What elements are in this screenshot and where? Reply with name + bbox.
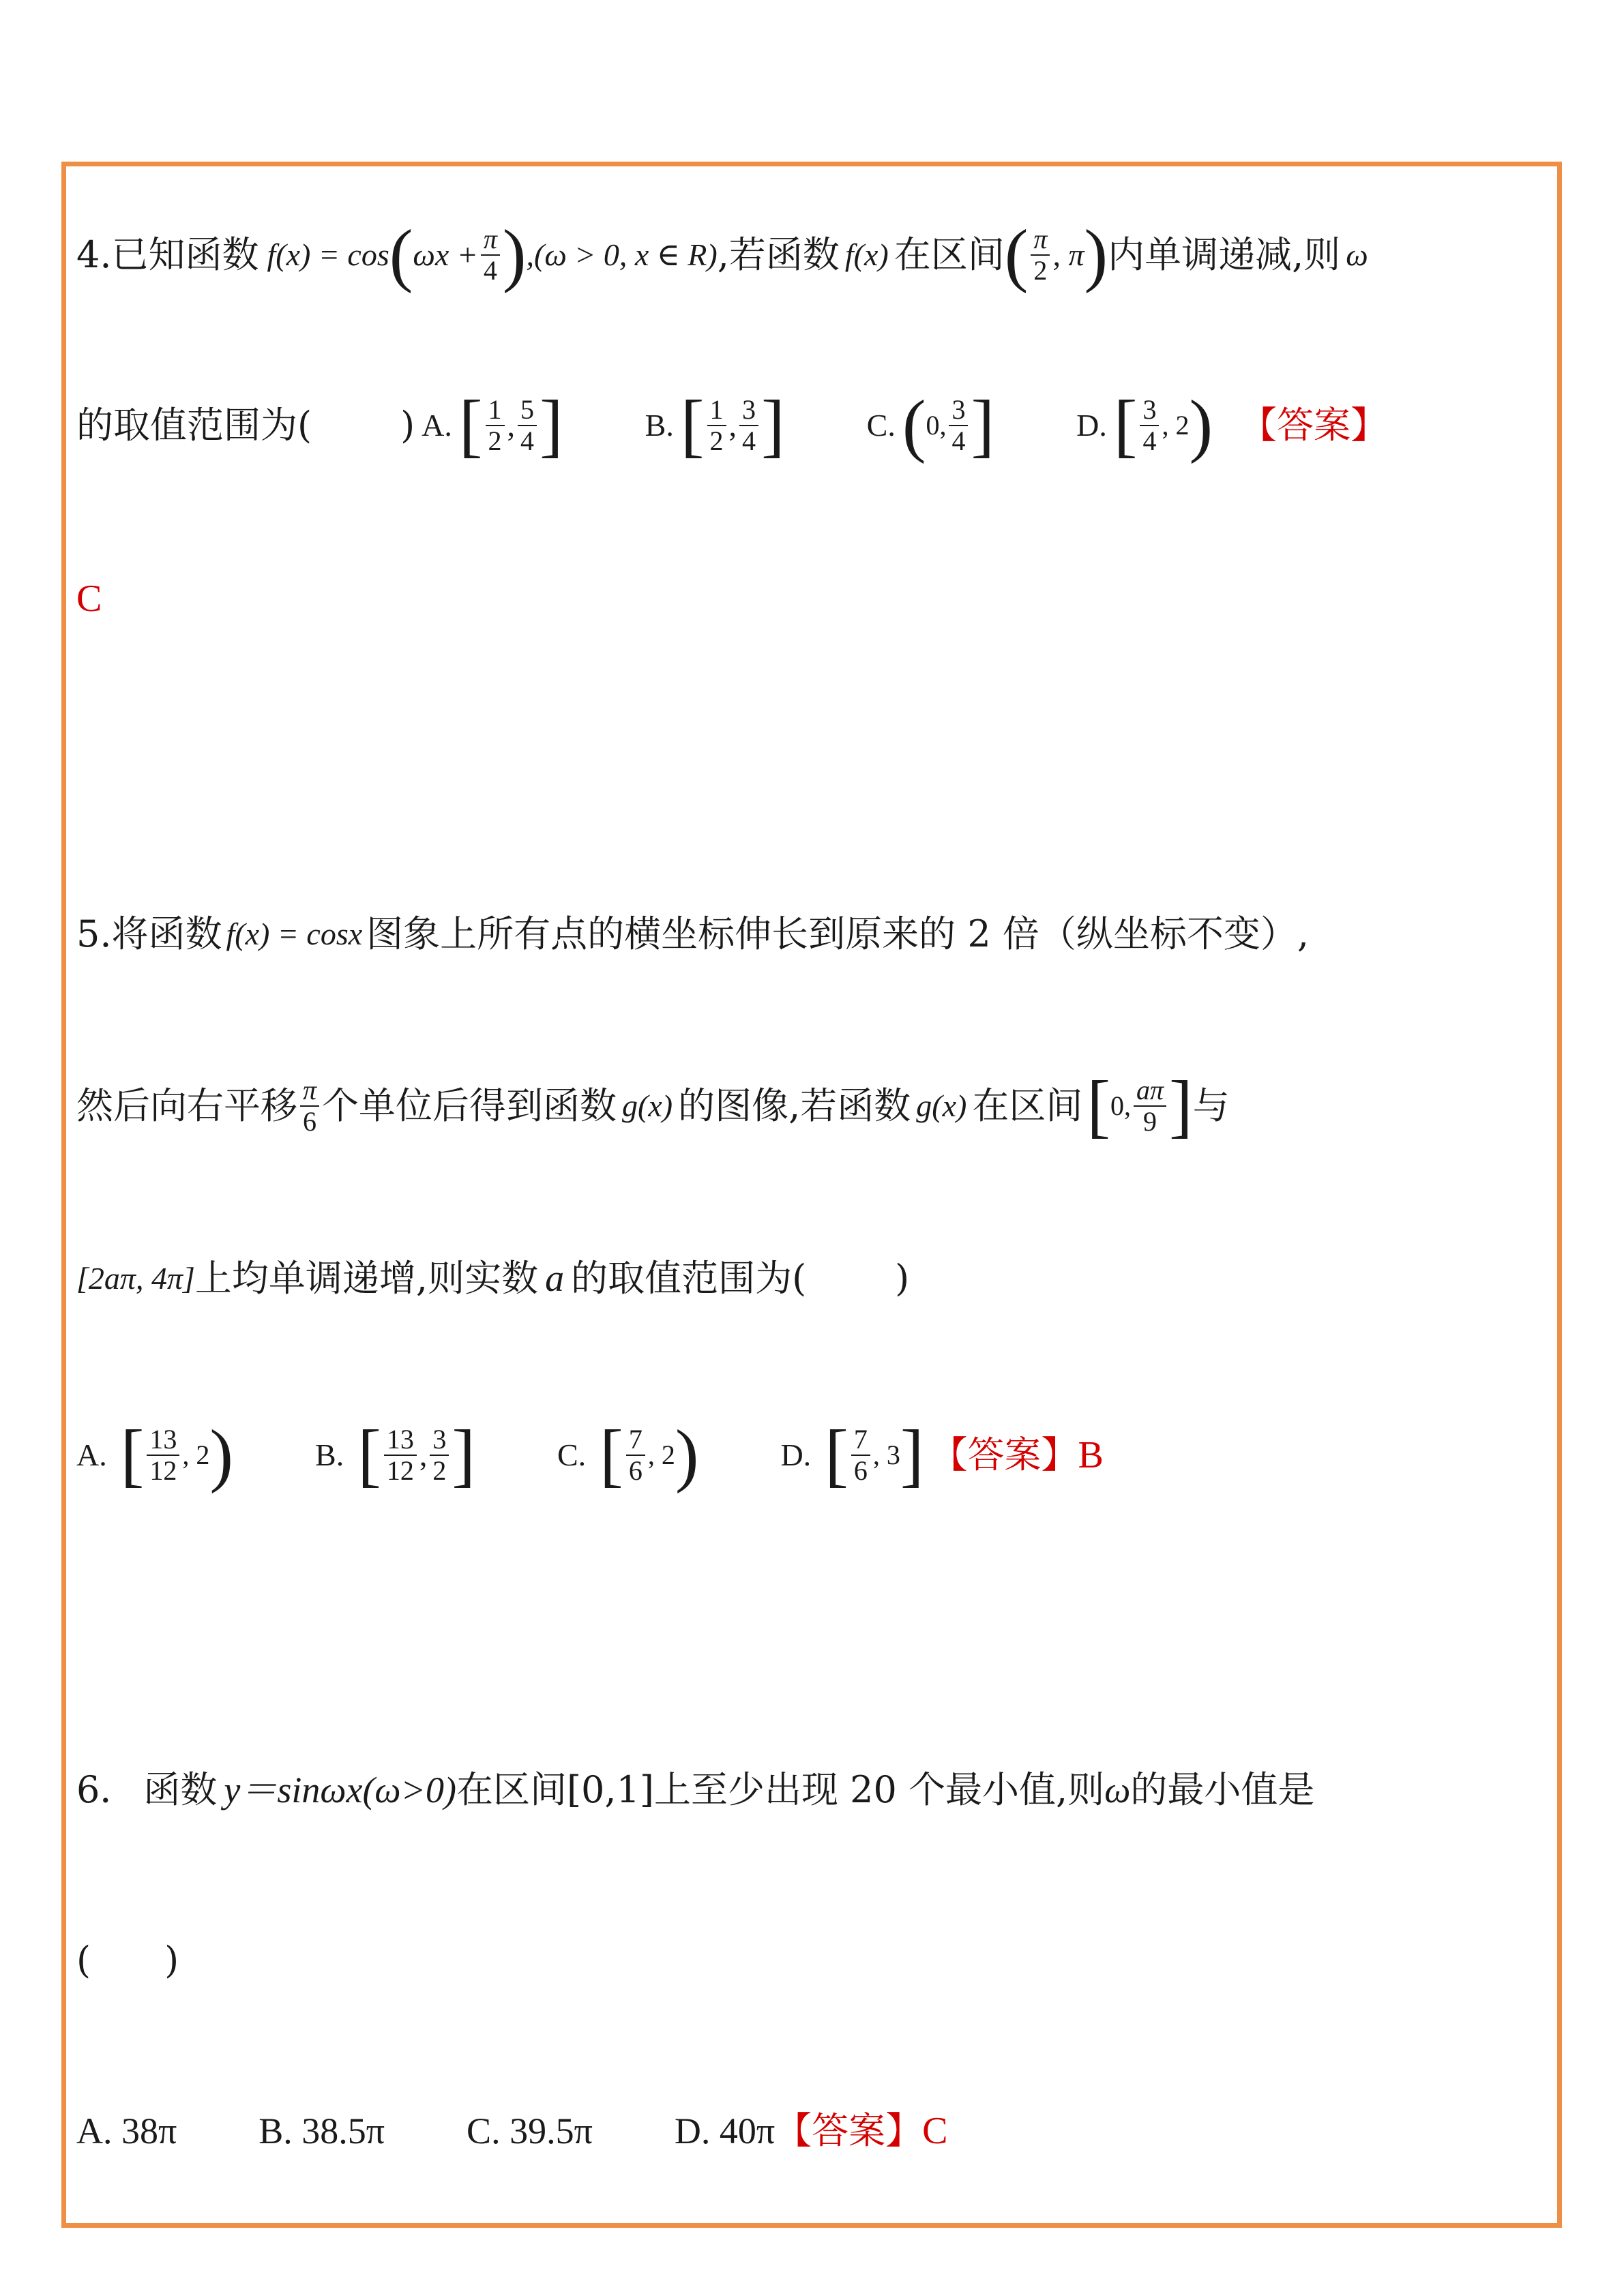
q6-paren: ( ): [76, 1939, 179, 1982]
q6-text2: 在区间[0,1]上至少出现 20 个最小值,则: [456, 1768, 1105, 1811]
q6-options: [76, 2104, 1548, 2158]
q4-int-right: ): [1084, 215, 1108, 294]
q4-cond: ,(ω > 0, x ∈ R): [526, 237, 718, 272]
q4-line2: 的取值范围为( ) A. [ $\frac{1}{2}$ , $\frac{5}{4}$ ] B. [ $\frac{1}{2}$ , $\frac{3}{4}$ ] C. ( 0, $\frac{3}{4}$ ] D. [ $\frac{3}{4}$ , 2 ) 【答案】: [76, 386, 1388, 464]
q5-text3a: 上均单调递增,则实数: [194, 1257, 539, 1300]
q4-text1: 已知函数: [111, 233, 259, 276]
q4-omega: ω: [1346, 237, 1368, 272]
q6-omega: ω: [1104, 1770, 1131, 1810]
q6-option-c: C. 39.5π: [467, 2111, 593, 2151]
q4-left-paren: (: [389, 215, 413, 294]
q4-number: 4.: [76, 233, 112, 276]
q4-text3: 在区间: [894, 233, 1005, 276]
q5-text3b: 的取值范围为(: [571, 1257, 807, 1300]
q5-text2c: 的图像,若函数: [678, 1084, 911, 1127]
q4-text4: 内单调递减,则: [1108, 233, 1341, 276]
q5-text1: 5.将函数: [76, 912, 222, 955]
q5-option-c: C.: [557, 1437, 587, 1472]
question-frame: [61, 162, 1562, 2228]
q5-gx: g(x): [622, 1088, 673, 1123]
q5-text1b: 图象上所有点的横坐标伸长到原来的 2 倍（纵坐标不变）,: [366, 912, 1310, 955]
q6-option-a: A. 38π: [76, 2111, 177, 2151]
q5-option-d: D.: [780, 1437, 812, 1472]
q4-answer: C: [76, 578, 102, 620]
q4-fx: f(x): [844, 237, 889, 272]
q5-option-a: A.: [76, 1437, 107, 1472]
q4-answer-label: 【答案】: [1240, 404, 1388, 447]
q6-text3: 的最小值是: [1130, 1768, 1315, 1811]
q5-answer-label: 【答案】: [930, 1433, 1078, 1476]
q5-line3: [2aπ, 4π] 上均单调递增,则实数 a 的取值范围为( ): [76, 1251, 1548, 1306]
q5-line2: 然后向右平移 $\frac{\pi}{6}$ 个单位后得到函数 g(x) 的图像,若函数 g(x) 在区间 [ 0, $\frac{a\pi}{9}$ ] 与: [76, 1067, 1230, 1145]
q4-pi-over-2: $\frac{\pi}{2}$: [1031, 224, 1050, 286]
q4-option-a: A.: [422, 408, 452, 443]
q5-func: f(x) = cosx: [226, 916, 363, 951]
q6-option-d: D. 40π: [674, 2111, 776, 2151]
q4-int-left: (: [1004, 215, 1029, 294]
q4-pi-over-4: $\frac{\pi}{4}$: [481, 224, 500, 286]
q5-options: A. [ $\frac{13}{12}$ , 2 ) B. [ $\frac{13}{12}$ , $\frac{3}{2}$ ] C. [ $\frac{7}{6}$ , 2 ) D. [ $\frac{7}{6}$ , 3 ] 【答案】 B: [76, 1416, 1104, 1494]
q6-option-b: B. 38.5π: [259, 2111, 385, 2151]
q6-expr: y＝sinωx(ω>0): [224, 1770, 456, 1810]
q4-option-c: C.: [866, 408, 896, 443]
q4-interval-tail: , π: [1052, 237, 1084, 272]
q4-option-b: B.: [645, 408, 674, 443]
q5-answer: B: [1078, 1434, 1104, 1476]
q6-number: 6．: [76, 1768, 137, 1811]
q4-text2: ,若函数: [717, 233, 840, 276]
q4-option-d: D.: [1076, 408, 1107, 443]
q5-interval2: [2aπ, 4π]: [76, 1261, 195, 1296]
q4-text5: 的取值范围为(: [76, 404, 312, 447]
q4-line1: [76, 215, 1548, 294]
q5-text2a: 然后向右平移: [76, 1084, 297, 1127]
q4-answer-line: [76, 571, 1548, 626]
q6-answer-label: 【答案】: [775, 2109, 923, 2152]
q4-inner: ωx +: [413, 237, 478, 272]
q5-pi-over-6: $\frac{\pi}{6}$: [300, 1075, 319, 1137]
q5-a: a: [545, 1257, 565, 1300]
q5-text2d: 在区间: [972, 1084, 1083, 1127]
q6-text1: 函数: [143, 1768, 218, 1811]
q6-answer: C: [922, 2110, 948, 2152]
q5-text2b: 个单位后得到函数: [322, 1084, 617, 1127]
q4-right-paren: ): [502, 215, 527, 294]
q4-func: f(x) = cos: [267, 237, 389, 272]
q6-line2: [76, 1933, 1548, 1988]
q5-text2e: 与: [1192, 1084, 1230, 1127]
q5-line1: [76, 907, 1548, 961]
q5-option-b: B.: [315, 1437, 344, 1472]
q6-line1: [76, 1763, 1548, 1817]
